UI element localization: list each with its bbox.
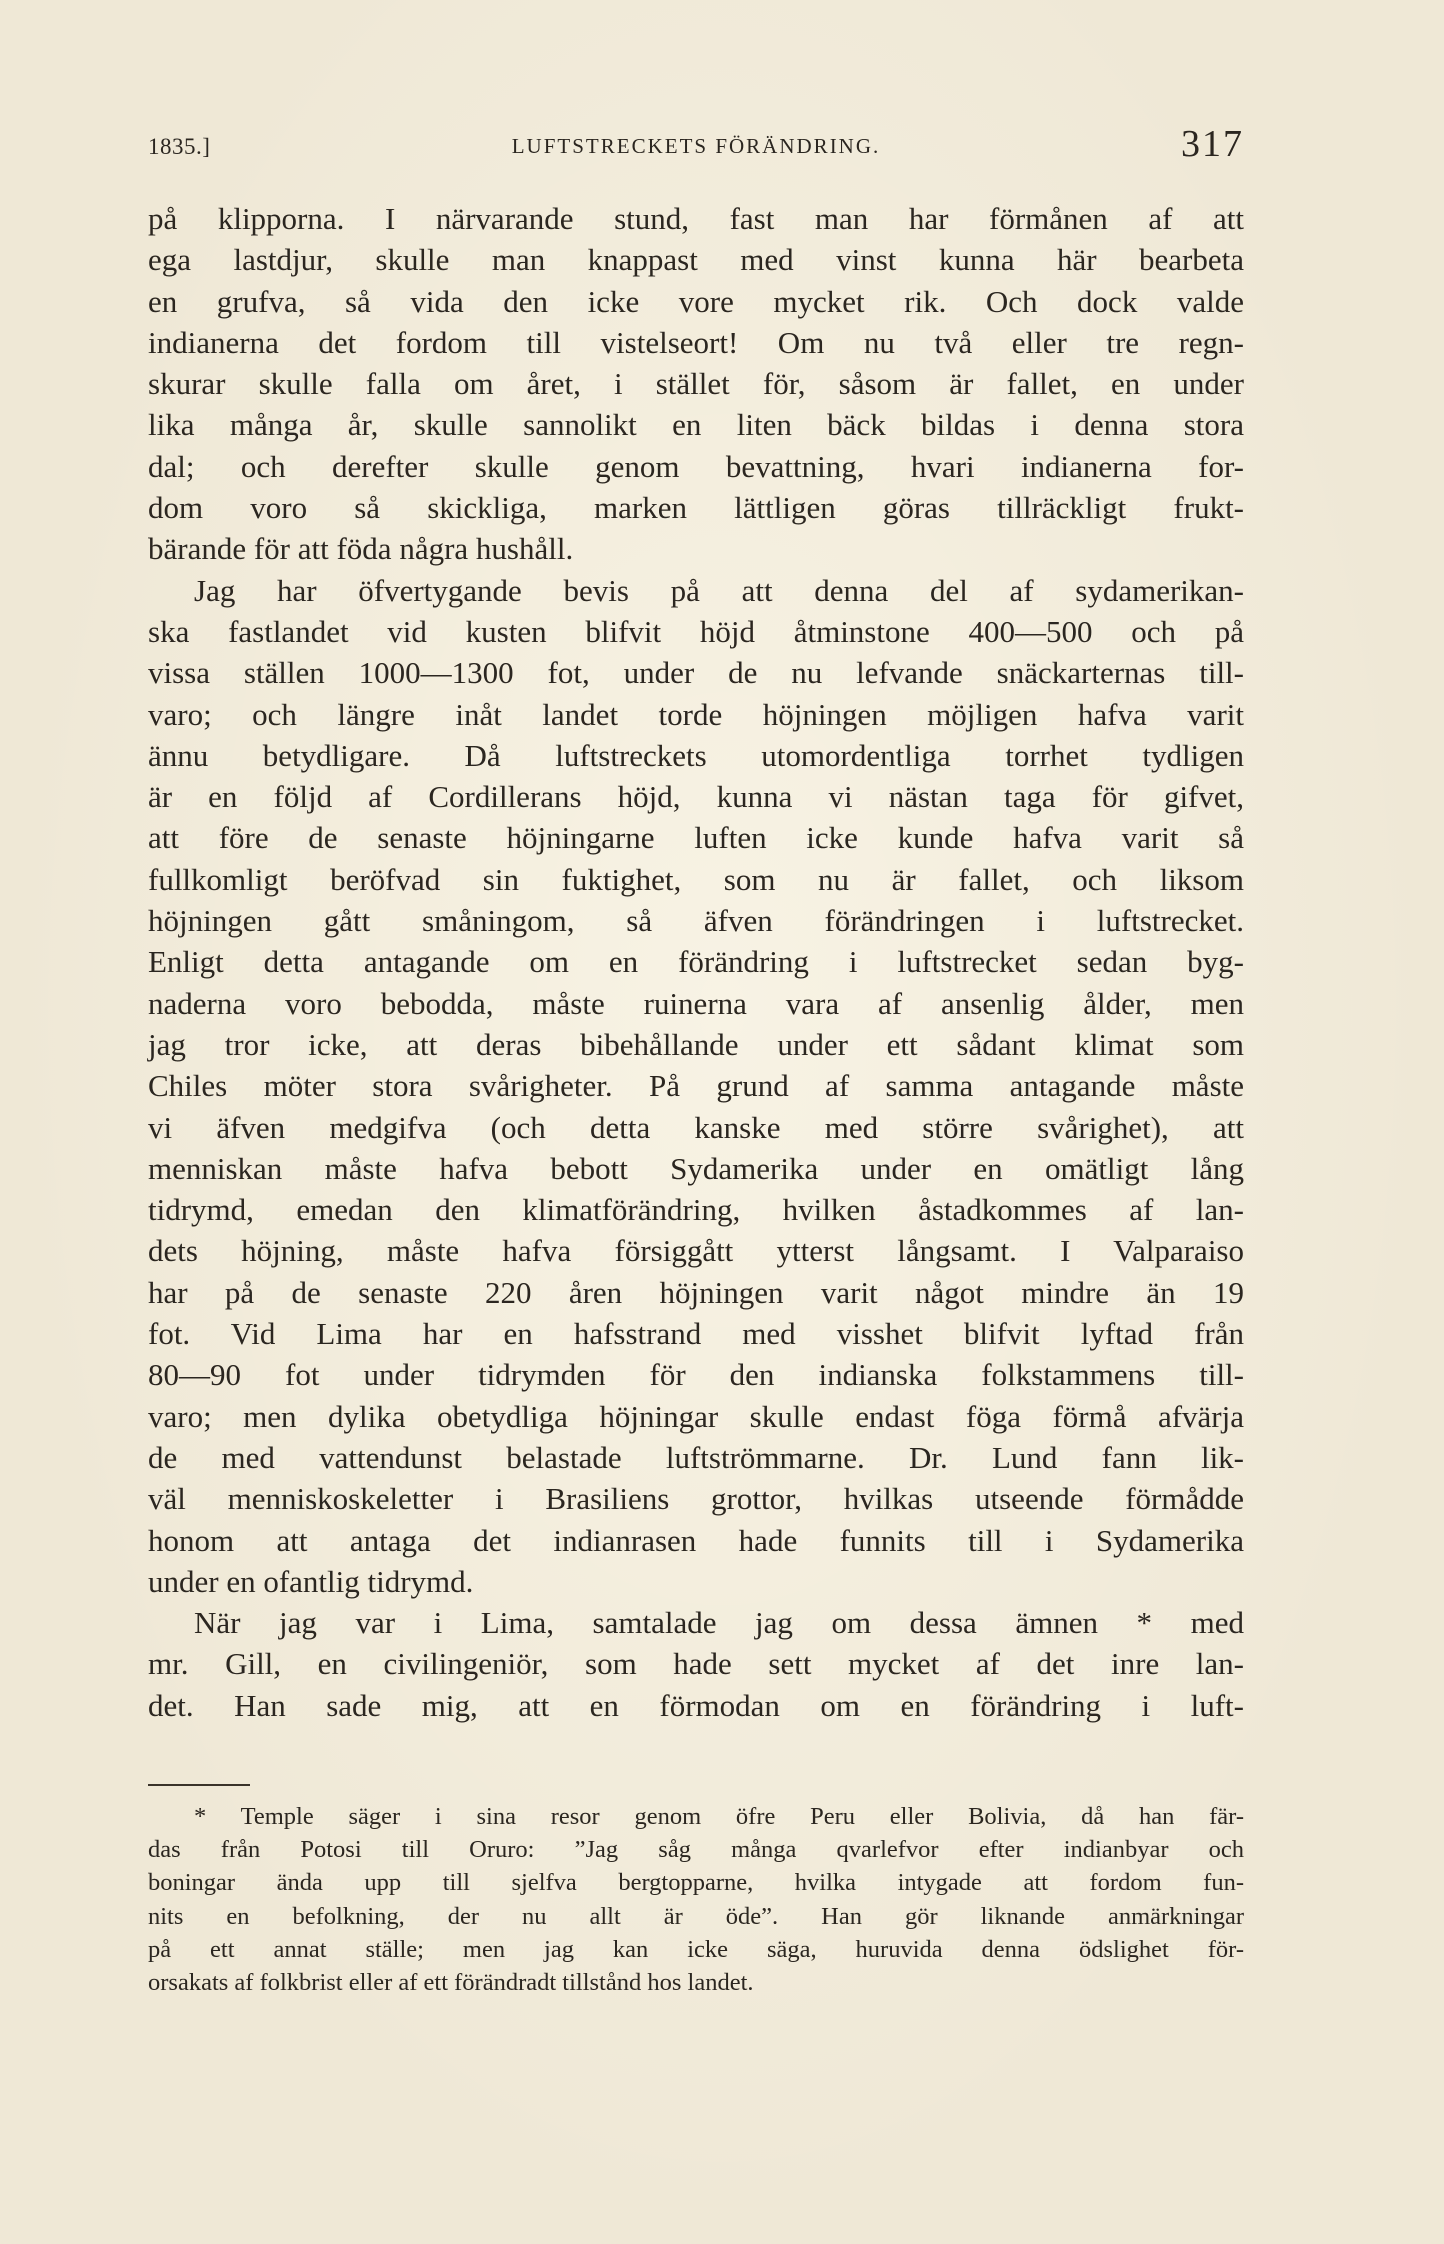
text-line: varo; och längre inåt landet torde höjningen möjligen hafva varit — [148, 696, 1244, 732]
running-header — [148, 120, 1244, 180]
text-line: en grufva, så vida den icke vore mycket rik. Och dock valde — [148, 283, 1244, 319]
text-line: är en följd af Cordillerans höjd, kunna vi nästan taga för gifvet, — [148, 779, 1244, 815]
text-line: fot. Vid Lima har en hafsstrand med visshet blifvit lyftad från — [148, 1316, 1244, 1352]
text-line: jag tror icke, att deras bibehållande under ett sådant klimat som — [148, 1026, 1244, 1062]
footnote-line: das från Potosi till Oruro: ”Jag såg många qvarlefvor efter indianbyar och — [148, 1836, 1244, 1864]
text-line: naderna voro bebodda, måste ruinerna vara af ansenlig ålder, men — [148, 985, 1244, 1021]
text-line: dom voro så skickliga, marken lättligen göras tillräckligt frukt- — [148, 490, 1244, 526]
footnote-line: * Temple säger i sina resor genom öfre Peru eller Bolivia, då han fär- — [194, 1803, 1244, 1830]
footnote-line: orsakats af folkbrist eller af ett förändradt tillstånd hos landet. — [148, 1968, 754, 1996]
footnote-line: boningar ända upp till sjelfva bergtopparne, hvilka intygade att fordom fun- — [148, 1869, 1244, 1897]
text-line: lika många år, skulle sannolikt en liten bäck bildas i denna stora — [148, 407, 1244, 443]
body-text — [148, 198, 1244, 1726]
text-line: de med vattendunst belastade luftströmmarne. Dr. Lund fann lik- — [148, 1439, 1244, 1475]
text-line: ännu betydligare. Då luftstreckets utomordentliga torrhet tydligen — [148, 737, 1244, 773]
text-line: mr. Gill, en civilingeniör, som hade sett mycket af det inre lan- — [148, 1646, 1244, 1682]
text-line: fullkomligt beröfvad sin fuktighet, som nu är fallet, och liksom — [148, 861, 1244, 897]
page-number: 317 — [1181, 123, 1244, 165]
text-line: bärande för att föda några hushåll. — [148, 531, 574, 567]
text-line: dets höjning, måste hafva försiggått ytterst långsamt. I Valparaiso — [148, 1233, 1244, 1269]
footnote-line: på ett annat ställe; men jag kan icke säga, huruvida denna ödslighet för- — [148, 1935, 1244, 1963]
text-line: vissa ställen 1000—1300 fot, under de nu lefvande snäckarternas till- — [148, 655, 1244, 691]
text-line: ska fastlandet vid kusten blifvit höjd åtminstone 400—500 och på — [148, 613, 1244, 649]
text-line: När jag var i Lima, samtalade jag om dessa ämnen * med — [194, 1605, 1244, 1641]
text-line: tidrymd, emedan den klimatförändring, hvilken åstadkommes af lan- — [148, 1192, 1244, 1228]
text-line: ega lastdjur, skulle man knappast med vinst kunna här bearbeta — [148, 242, 1244, 278]
header-year: 1835.] — [148, 134, 211, 159]
text-line: skurar skulle falla om året, i stället för, såsom är fallet, en under — [148, 366, 1244, 402]
text-line: 80—90 fot under tidrymden för den indianska folkstammens till- — [148, 1357, 1244, 1393]
text-line: att före de senaste höjningarne luften icke kunde hafva varit så — [148, 820, 1244, 856]
text-line: på klipporna. I närvarande stund, fast man har förmånen af att — [148, 201, 1244, 236]
footnote — [148, 1800, 1244, 1999]
text-line: Enligt detta antagande om en förändring i luftstrecket sedan byg- — [148, 944, 1244, 980]
text-line: menniskan måste hafva bebott Sydamerika under en omätligt lång — [148, 1150, 1244, 1186]
footnote-divider — [148, 1784, 250, 1786]
header-running-title: LUFTSTRECKETS FÖRÄNDRING. — [511, 134, 881, 158]
text-line: under en ofantlig tidrymd. — [148, 1563, 474, 1599]
text-line: indianerna det fordom till vistelseort! Om nu två eller tre regn- — [148, 324, 1244, 360]
text-line: dal; och derefter skulle genom bevattning, hvari indianerna for- — [148, 448, 1244, 484]
text-line: Chiles möter stora svårigheter. På grund af samma antagande måste — [148, 1068, 1244, 1104]
text-line: varo; men dylika obetydliga höjningar skulle endast föga förmå afvärja — [148, 1398, 1244, 1434]
text-line: har på de senaste 220 åren höjningen varit något mindre än 19 — [148, 1274, 1244, 1310]
text-line: honom att antaga det indianrasen hade funnits till i Sydamerika — [148, 1522, 1244, 1558]
text-line: höjningen gått småningom, så äfven förändringen i luftstrecket. — [148, 903, 1244, 939]
text-line: vi äfven medgifva (och detta kanske med större svårighet), att — [148, 1109, 1244, 1145]
footnote-line: nits en befolkning, der nu allt är öde”. Han gör liknande anmärkningar — [148, 1902, 1244, 1930]
text-line: Jag har öfvertygande bevis på att denna del af sydamerikan- — [194, 572, 1244, 608]
text-line: det. Han sade mig, att en förmodan om en förändring i luft- — [148, 1687, 1244, 1723]
text-line: väl menniskoskeletter i Brasiliens grottor, hvilkas utseende förmådde — [148, 1481, 1244, 1517]
